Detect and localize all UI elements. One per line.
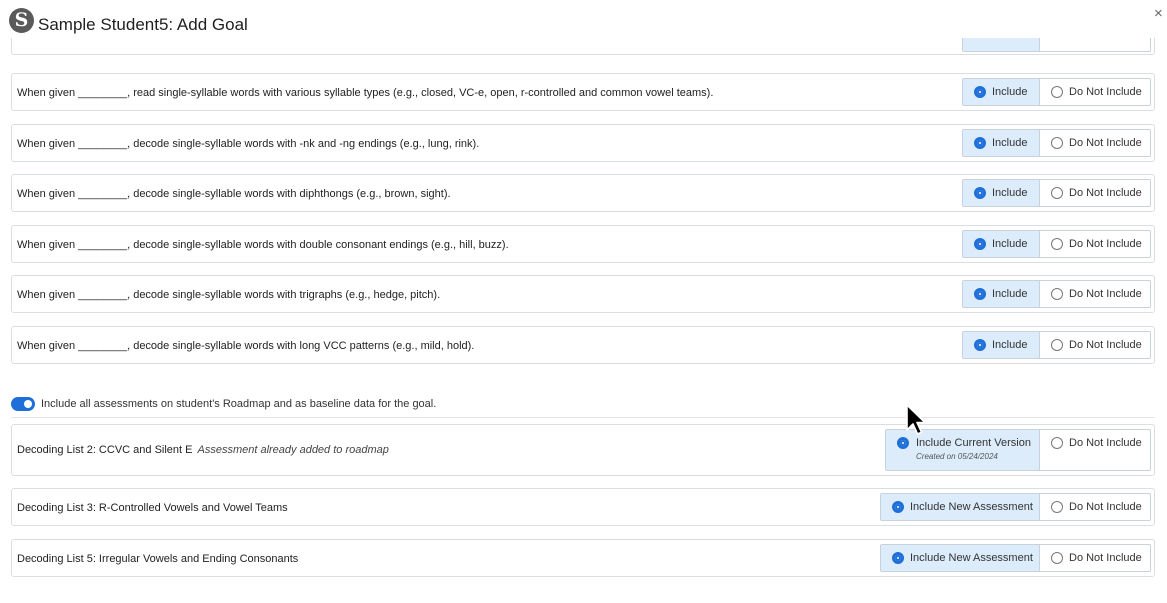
do-not-include-option[interactable] [1039,130,1150,156]
include-new-assessment-option[interactable] [881,494,1039,520]
radio-empty-icon [1051,137,1063,149]
radio-selected-icon [974,86,986,98]
mouse-cursor-icon [905,404,929,438]
include-option[interactable] [963,38,1039,51]
divider [11,417,1155,418]
include-new-assessment-label: Include New Assessment [910,501,1033,513]
do-not-include-label: Do Not Include [1069,187,1142,199]
goal-row [11,73,1155,111]
goal-row [11,225,1155,263]
assessment-title: Decoding List 2: CCVC and Silent E [17,444,193,456]
radio-empty-icon [1051,501,1063,513]
assessment-name: Decoding List 5: Irregular Vowels and Ending Consonants [17,553,299,565]
radio-empty-icon [1051,187,1063,199]
created-date: Created on 05/24/2024 [916,452,998,461]
goal-row [11,326,1155,364]
goal-text: When given ________, decode single-syllable words with diphthongs (e.g., brown, sight). [17,188,451,200]
goal-row [11,124,1155,162]
app-logo: S [9,8,34,33]
do-not-include-label: Do Not Include [1069,86,1142,98]
radio-selected-icon [974,238,986,250]
include-option[interactable] [963,231,1039,257]
goal-text: When given ________, decode single-syllable words with long VCC patterns (e.g., mild, hold). [17,340,475,352]
assessment-row [11,488,1155,526]
do-not-include-option[interactable] [1039,545,1150,571]
radio-selected-icon [974,288,986,300]
include-option[interactable] [963,180,1039,206]
radio-selected-icon [974,187,986,199]
do-not-include-option[interactable] [1039,494,1150,520]
include-label: Include [992,86,1028,98]
include-label: Include [992,288,1028,300]
include-label: Include [992,187,1028,199]
do-not-include-option[interactable] [1039,430,1150,470]
assessment-note: Assessment already added to roadmap [197,444,389,456]
modal-title: Sample Student5: Add Goal [38,15,248,34]
include-current-version-text: Include Current Version [916,437,1031,449]
radio-empty-icon [1051,86,1063,98]
goal-row-partial [11,38,1155,55]
goal-option-group [962,179,1151,207]
do-not-include-option[interactable] [1039,38,1150,51]
include-option[interactable] [963,79,1039,105]
goal-row [11,174,1155,212]
include-current-version-label [916,437,1031,461]
goal-option-group [962,78,1151,106]
do-not-include-label: Do Not Include [1069,288,1142,300]
goal-option-group [962,230,1151,258]
do-not-include-label: Do Not Include [1069,339,1142,351]
include-label: Include [992,339,1028,351]
radio-selected-icon [974,339,986,351]
radio-selected-icon [974,137,986,149]
radio-selected-icon [892,501,904,513]
radio-empty-icon [1051,288,1063,300]
assessment-row [11,539,1155,577]
include-option[interactable] [963,281,1039,307]
do-not-include-option[interactable] [1039,332,1150,358]
assessment-option-group [880,544,1151,572]
goal-option-group [962,38,1151,52]
include-label: Include [992,238,1028,250]
goal-text: When given ________, decode single-syllable words with trigraphs (e.g., hedge, pitch). [17,289,441,301]
do-not-include-option[interactable] [1039,180,1150,206]
assessment-name [17,444,389,456]
goal-row [11,275,1155,313]
assessment-option-group [880,493,1151,521]
do-not-include-option[interactable] [1039,79,1150,105]
do-not-include-label: Do Not Include [1069,437,1142,449]
radio-empty-icon [1051,552,1063,564]
radio-empty-icon [1051,339,1063,351]
radio-empty-icon [1051,437,1063,449]
do-not-include-option[interactable] [1039,231,1150,257]
do-not-include-label: Do Not Include [1069,238,1142,250]
include-new-assessment-label: Include New Assessment [910,552,1033,564]
toggle-knob [24,400,32,408]
goal-text: When given ________, decode single-syllable words with double consonant endings (e.g., hill, buzz). [17,239,509,251]
goal-text: When given ________, read single-syllable words with various syllable types (e.g., closed, VC-e, open, r-controlled and common vowel teams). [17,87,714,99]
goal-text: When given ________, decode single-syllable words with -nk and -ng endings (e.g., lung, rink). [17,138,480,150]
goal-option-group [962,129,1151,157]
include-label: Include [992,137,1028,149]
radio-selected-icon [892,552,904,564]
include-all-assessments-label: Include all assessments on student's Roadmap and as baseline data for the goal. [41,398,437,410]
radio-selected-icon [897,437,909,449]
do-not-include-option[interactable] [1039,281,1150,307]
do-not-include-label: Do Not Include [1069,501,1142,513]
goal-option-group [962,331,1151,359]
close-icon[interactable]: × [1154,5,1163,22]
modal-content [0,38,1167,603]
include-option[interactable] [963,130,1039,156]
include-option[interactable] [963,332,1039,358]
assessment-row [11,424,1155,476]
radio-empty-icon [1051,238,1063,250]
do-not-include-label: Do Not Include [1069,137,1142,149]
goal-option-group [962,280,1151,308]
include-all-assessments-toggle[interactable] [11,397,35,411]
assessment-name: Decoding List 3: R-Controlled Vowels and Vowel Teams [17,502,288,514]
include-new-assessment-option[interactable] [881,545,1039,571]
do-not-include-label: Do Not Include [1069,552,1142,564]
